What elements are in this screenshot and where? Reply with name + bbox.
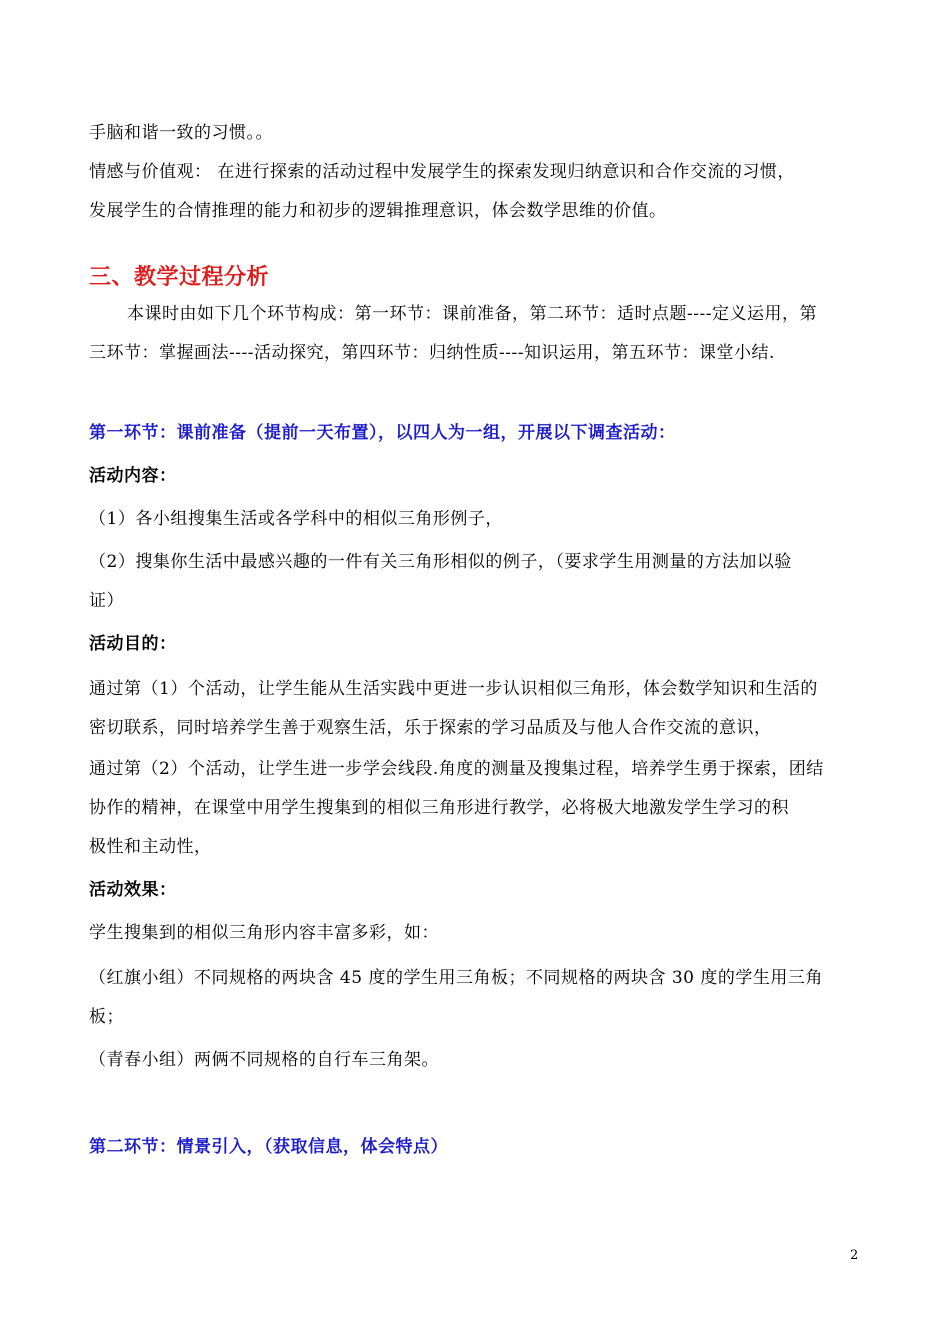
section-heading: 三、教学过程分析 [89, 265, 270, 290]
text-line: 极性和主动性， [89, 837, 212, 857]
text-line: （1）各小组搜集生活或各学科中的相似三角形例子， [89, 509, 503, 529]
text-line: 板； [89, 1007, 124, 1027]
stage-heading: 第一环节：课前准备（提前一天布置），以四人为一组，开展以下调查活动： [89, 423, 676, 443]
text-line: 发展学生的合情推理的能力和初步的逻辑推理意识，体会数学思维的价值。 [89, 201, 667, 221]
text-line: 证） [89, 591, 124, 611]
stage-heading: 第二环节：情景引入，（获取信息，体会特点） [89, 1137, 448, 1157]
text-line: 情感与价值观： 在进行探索的活动过程中发展学生的探索发现归纳意识和合作交流的习惯， [89, 162, 795, 182]
text-line: 通过第（2）个活动，让学生进一步学会线段.角度的测量及搜集过程，培养学生勇于探索，团结 [89, 759, 824, 779]
text-line: 手脑和谐一致的习惯。。 [89, 123, 273, 143]
subheading: 活动目的： [89, 634, 177, 654]
text-line: （青春小组）两俩不同规格的自行车三角架。 [89, 1050, 439, 1070]
text-line: 密切联系，同时培养学生善于观察生活，乐于探索的学习品质及与他人合作交流的意识， [89, 718, 772, 738]
text-line: 三环节：掌握画法----活动探究，第四环节：归纳性质----知识运用，第五环节：课堂小结. [89, 343, 775, 363]
text-line: 本课时由如下几个环节构成：第一环节：课前准备，第二环节：适时点题----定义运用，第 [127, 304, 817, 324]
text-line: 协作的精神，在课堂中用学生搜集到的相似三角形进行教学，必将极大地激发学生学习的积 [89, 798, 789, 818]
text-line: 通过第（1）个活动，让学生能从生活实践中更进一步认识相似三角形，体会数学知识和生活的 [89, 679, 818, 699]
text-line: （红旗小组）不同规格的两块含 45 度的学生用三角板；不同规格的两块含 30 度的学生用三角 [89, 968, 823, 988]
subheading: 活动内容： [89, 466, 177, 486]
page-number: 2 [850, 1248, 859, 1263]
text-line: （2）搜集你生活中最感兴趣的一件有关三角形相似的例子，（要求学生用测量的方法加以验 [89, 552, 792, 572]
subheading: 活动效果： [89, 880, 177, 900]
text-line: 学生搜集到的相似三角形内容丰富多彩，如： [89, 923, 439, 943]
